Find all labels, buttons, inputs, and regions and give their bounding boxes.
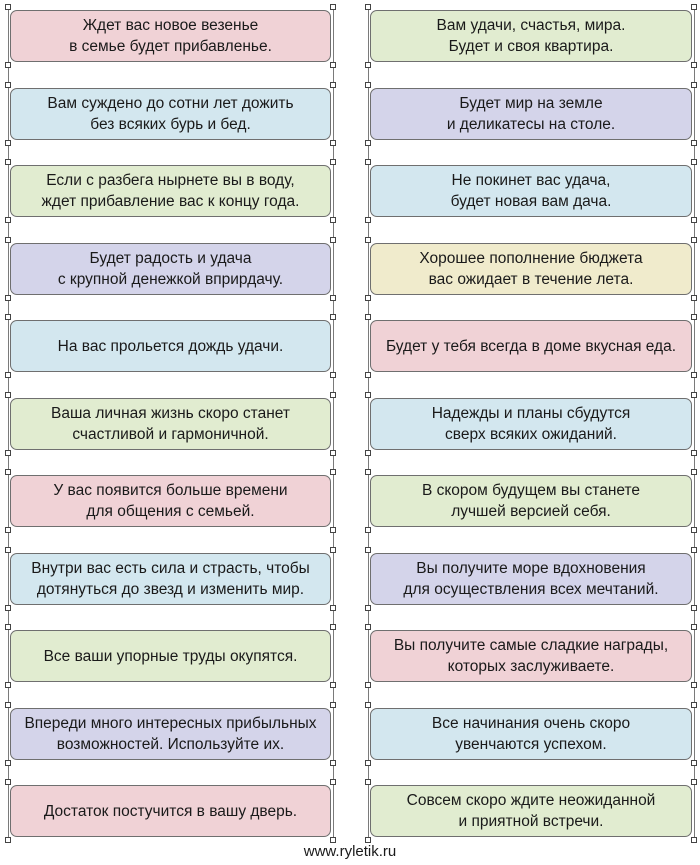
corner-handle [5, 372, 11, 378]
fortune-text: Будет мир на земле и деликатесы на столе. [446, 95, 616, 133]
corner-handle [691, 450, 697, 456]
corner-handle [330, 159, 336, 165]
corner-handle [5, 779, 11, 785]
corner-handle [365, 779, 371, 785]
corner-handle [330, 217, 336, 223]
fortune-text: Совсем скоро ждите неожиданной и приятной встречи. [406, 792, 656, 830]
corner-handle [330, 62, 336, 68]
fortune-text: Все ваши упорные труды окупятся. [43, 647, 298, 665]
corner-handle [691, 469, 697, 475]
fortune-text: Если с разбега нырнете вы в воду, ждет прибавление вас к концу года. [41, 172, 300, 210]
corner-handle [691, 372, 697, 378]
corner-handle [691, 295, 697, 301]
fortune-text: Ждет вас новое везенье в семье будет прибавленье. [69, 17, 272, 55]
corner-handle [330, 82, 336, 88]
corner-handle [691, 82, 697, 88]
fortune-card [370, 88, 692, 140]
fortune-text: Вы получите самые сладкие награды, которых заслуживаете. [393, 637, 669, 675]
corner-handle [691, 159, 697, 165]
corner-handle [365, 159, 371, 165]
corner-handle [691, 217, 697, 223]
corner-handle [330, 469, 336, 475]
corner-handle [5, 237, 11, 243]
fortune-text: Впереди много интересных прибыльных возможностей. Используйте их. [24, 715, 317, 753]
corner-handle [330, 702, 336, 708]
corner-handle [5, 295, 11, 301]
fortune-card [370, 475, 692, 527]
corner-handle [365, 605, 371, 611]
fortune-text: В скором будущем вы станете лучшей версией себя. [421, 482, 641, 520]
corner-handle [330, 314, 336, 320]
footer-url: www.ryletik.ru [303, 843, 397, 860]
fortune-card [10, 10, 331, 62]
fortune-text: Достаток постучится в вашу дверь. [43, 802, 298, 820]
corner-handle [5, 547, 11, 553]
fortune-card [10, 475, 331, 527]
fortune-text: Будет радость и удача с крупной денежкой вприрдачу. [57, 250, 284, 288]
fortune-text: Хорошее пополнение бюджета вас ожидает в течение лета. [419, 250, 643, 288]
corner-handle [691, 702, 697, 708]
fortune-card [370, 785, 692, 837]
fortune-card [10, 630, 331, 682]
corner-handle [5, 624, 11, 630]
corner-handle [691, 547, 697, 553]
corner-handle [330, 624, 336, 630]
corner-handle [330, 295, 336, 301]
corner-handle [691, 392, 697, 398]
corner-handle [365, 237, 371, 243]
corner-handle [691, 605, 697, 611]
fortune-card [370, 398, 692, 450]
corner-handle [365, 760, 371, 766]
corner-handle [365, 217, 371, 223]
fortune-card [370, 10, 692, 62]
fortune-text: Вам удачи, счастья, мира. Будет и своя квартира. [436, 17, 626, 55]
fortune-card [10, 88, 331, 140]
fortune-card [10, 785, 331, 837]
corner-handle [691, 237, 697, 243]
corner-handle [365, 140, 371, 146]
fortune-text: Внутри вас есть сила и страсть, чтобы дотянуться до звезд и изменить мир. [31, 560, 310, 598]
corner-handle [365, 82, 371, 88]
corner-handle [365, 682, 371, 688]
corner-handle [5, 314, 11, 320]
corner-handle [330, 140, 336, 146]
corner-handle [5, 140, 11, 146]
fortune-card [370, 165, 692, 217]
corner-handle [5, 159, 11, 165]
corner-handle [330, 392, 336, 398]
corner-handle [5, 450, 11, 456]
corner-handle [330, 4, 336, 10]
corner-handle [330, 237, 336, 243]
corner-handle [365, 527, 371, 533]
corner-handle [330, 605, 336, 611]
fortune-text: Будет у тебя всегда в доме вкусная еда. [385, 337, 677, 355]
corner-handle [330, 450, 336, 456]
corner-handle [5, 760, 11, 766]
fortune-text: Вы получите море вдохновения для осуществления всех мечтаний. [403, 560, 659, 598]
corner-handle [5, 62, 11, 68]
fortune-card [370, 243, 692, 295]
corner-handle [330, 760, 336, 766]
corner-handle [5, 4, 11, 10]
fortune-card [370, 320, 692, 372]
corner-handle [330, 527, 336, 533]
corner-handle [5, 702, 11, 708]
corner-handle [365, 392, 371, 398]
fortune-card [10, 243, 331, 295]
corner-handle [330, 372, 336, 378]
fortune-text: Вам суждено до сотни лет дожить без всяких бурь и бед. [47, 95, 294, 133]
fortune-card [10, 553, 331, 605]
fortune-card [10, 708, 331, 760]
cut-guide-line [333, 6, 334, 841]
corner-handle [365, 314, 371, 320]
corner-handle [365, 295, 371, 301]
corner-handle [691, 779, 697, 785]
corner-handle [5, 392, 11, 398]
corner-handle [691, 682, 697, 688]
fortune-text: Все начинания очень скоро увенчаются успехом. [431, 715, 631, 753]
corner-handle [365, 450, 371, 456]
fortune-text: Надежды и планы сбудутся сверх всяких ожиданий. [431, 405, 631, 443]
fortune-text: Не покинет вас удача, будет новая вам дача. [450, 172, 612, 210]
fortune-card [370, 553, 692, 605]
cut-guide-line [694, 6, 695, 841]
fortune-card [10, 320, 331, 372]
corner-handle [330, 547, 336, 553]
cut-guide-line [8, 6, 9, 841]
fortune-card [10, 398, 331, 450]
corner-handle [5, 82, 11, 88]
corner-handle [5, 469, 11, 475]
corner-handle [691, 624, 697, 630]
fortune-card [370, 630, 692, 682]
fortune-card [10, 165, 331, 217]
corner-handle [5, 682, 11, 688]
corner-handle [365, 624, 371, 630]
fortune-text: На вас прольется дождь удачи. [57, 337, 284, 355]
corner-handle [365, 372, 371, 378]
corner-handle [330, 779, 336, 785]
corner-handle [5, 527, 11, 533]
corner-handle [330, 682, 336, 688]
corner-handle [365, 469, 371, 475]
corner-handle [365, 4, 371, 10]
corner-handle [365, 547, 371, 553]
corner-handle [5, 605, 11, 611]
corner-handle [365, 702, 371, 708]
corner-handle [691, 527, 697, 533]
fortune-card [370, 708, 692, 760]
corner-handle [691, 4, 697, 10]
fortune-text: У вас появится больше времени для общения с семьей. [53, 482, 288, 520]
fortune-text: Ваша личная жизнь скоро станет счастливой и гармоничной. [51, 405, 290, 443]
corner-handle [691, 62, 697, 68]
corner-handle [691, 314, 697, 320]
corner-handle [691, 140, 697, 146]
corner-handle [5, 217, 11, 223]
cut-guide-line [368, 6, 369, 841]
corner-handle [691, 760, 697, 766]
corner-handle [365, 62, 371, 68]
